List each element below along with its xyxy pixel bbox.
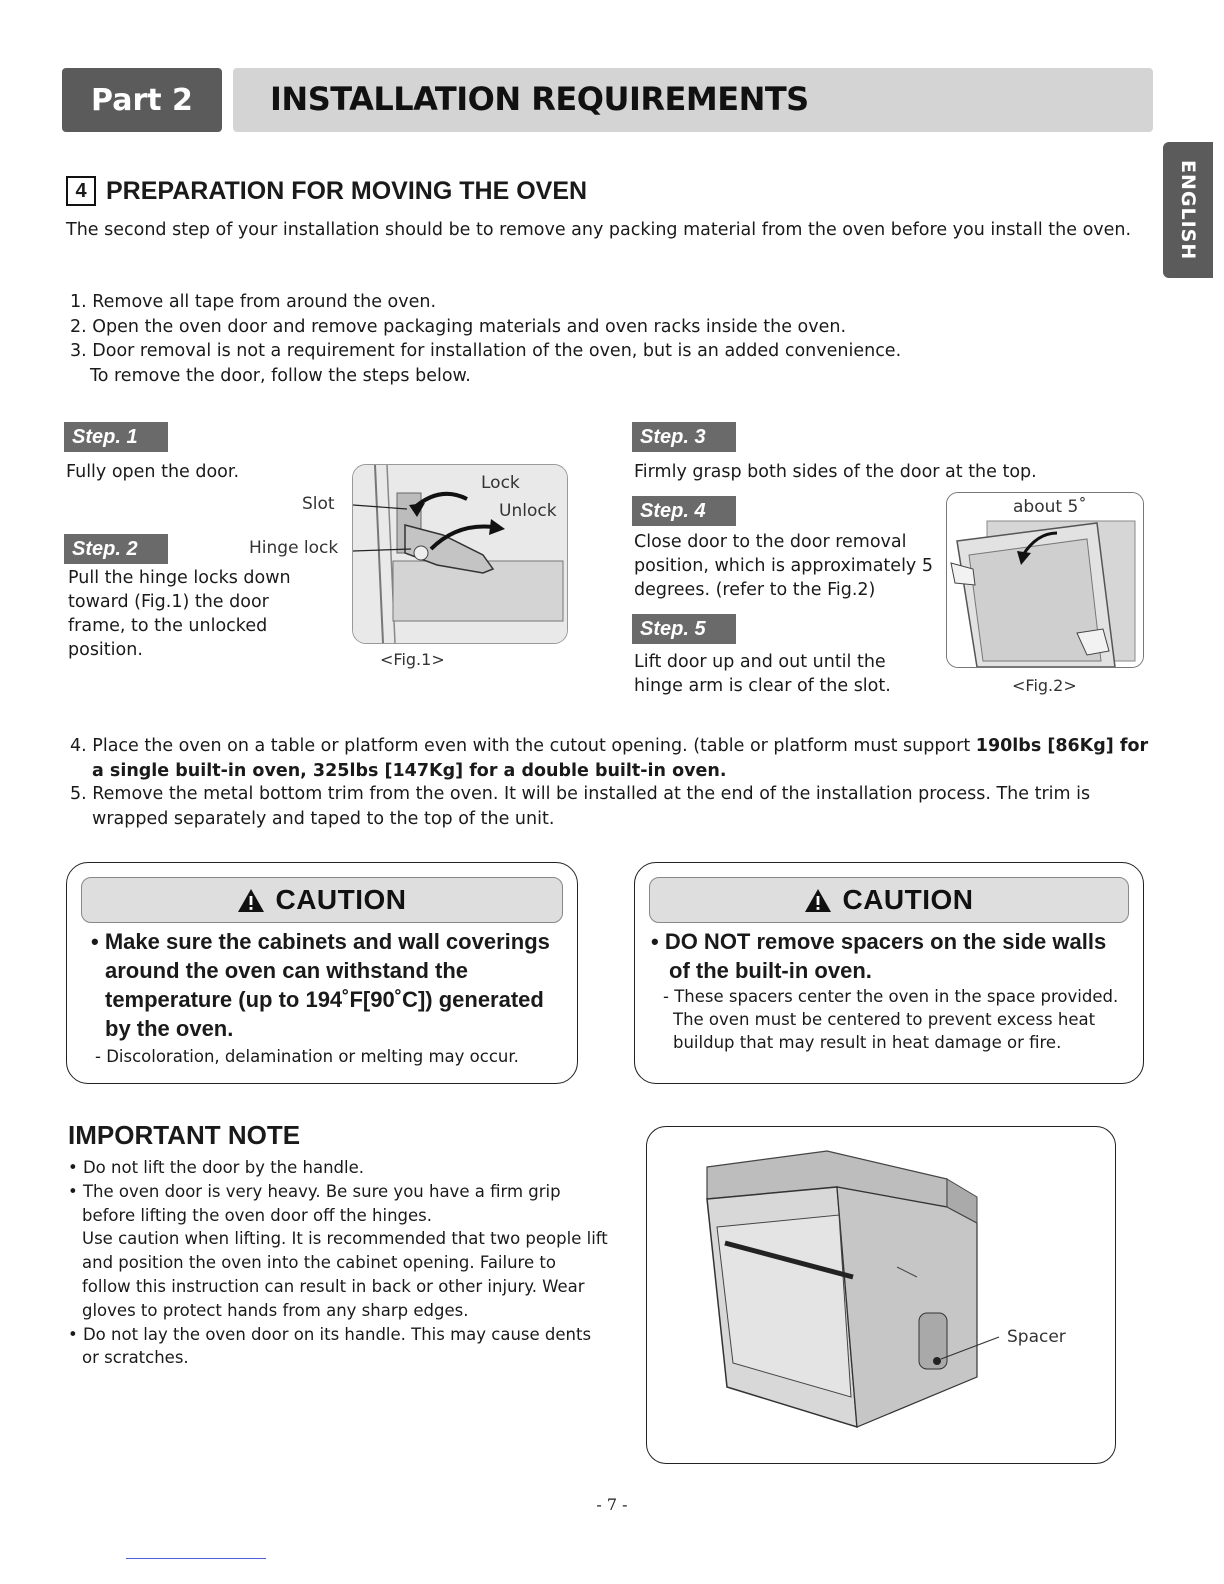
oven-spacer-illustration [646,1126,1116,1464]
caution-heading: • Make sure the cabinets and wall coverings around the oven can withstand the temperature (up to 194˚F[90˚C]) generated by the oven. [91,929,550,1041]
list-item: 1. Remove all tape from around the oven. [70,292,437,312]
warning-icon [237,887,265,913]
item-4 [70,734,1162,783]
item-4-bold: 190lbs [86Kg] for a single built-in oven, 325lbs [147Kg] for a double built-in oven. [92,736,1149,781]
step-1-badge: Step. 1 [64,422,168,452]
list-item: 3. Door removal is not a requirement for installation of the oven, but is an added convenience. [70,341,902,361]
section-title-text: PREPARATION FOR MOVING THE OVEN [106,176,588,205]
important-note-list [68,1156,608,1370]
fig2-caption: <Fig.2> [1012,676,1077,695]
caution-heading: • DO NOT remove spacers on the side walls of the built-in oven. [651,929,1107,983]
important-note-title: IMPORTANT NOTE [68,1120,301,1150]
spacer-label: Spacer [1007,1327,1066,1347]
list-item: • Do not lay the oven door on its handle. This may cause dents or scratches. [68,1324,592,1368]
list-item: To remove the door, follow the steps below. [90,365,471,386]
fig1-caption: <Fig.1> [380,650,445,669]
caution-title: CAUTION [275,884,407,915]
language-tab: ENGLISH [1163,142,1213,278]
fig1-hinge-illustration [352,464,568,644]
step-2-text: Pull the hinge locks down toward (Fig.1) the door frame, to the unlocked position. [68,568,291,660]
step-1-text: Fully open the door. [66,462,240,482]
door-drawing [947,493,1143,667]
fig2-door-illustration [946,492,1144,668]
list-item: • Do not lift the door by the handle. [68,1158,364,1177]
fig1-slot-label: Slot [302,494,335,514]
section-number: 4 [66,176,96,206]
item-4-num: 4. [70,736,87,756]
step-5-badge: Step. 5 [632,614,736,644]
footer-rule [126,1558,266,1559]
intro-paragraph: The second step of your installation should be to remove any packing material from the oven before you install the oven. [66,220,1132,240]
page-title: INSTALLATION REQUIREMENTS [270,80,809,118]
fig1-hinge-lock-label: Hinge lock [249,538,339,558]
fig1-lock-label: Lock [481,473,520,493]
caution-box-right [634,862,1144,1084]
caution-title: CAUTION [842,884,974,915]
step-3-text: Firmly grasp both sides of the door at the top. [634,462,1037,482]
caution-detail: - These spacers center the oven in the space provided. The oven must be centered to prevent excess heat buildup that may result in heat damage or fire. [663,987,1119,1052]
caution-header [649,877,1129,923]
section-title [66,176,587,206]
page-number: - 7 - [596,1495,628,1514]
caution-detail: - Discoloration, delamination or melting may occur. [95,1047,519,1066]
step-5-text: Lift door up and out until the hinge arm is clear of the slot. [634,652,891,696]
warning-icon [804,887,832,913]
hinge-drawing [353,465,567,643]
list-item: 2. Open the oven door and remove packaging materials and oven racks inside the oven. [70,316,847,337]
list-item: • The oven door is very heavy. Be sure you have a firm grip before lifting the oven door off the hinges. [68,1181,561,1225]
fig1-unlock-label: Unlock [499,501,557,521]
step-4-badge: Step. 4 [632,496,736,526]
item-4-text: Place the oven on a table or platform even with the cutout opening. (table or platform must support [92,736,976,756]
step-2-badge: Step. 2 [64,534,168,564]
caution-header [81,877,563,923]
item-5: 5. Remove the metal bottom trim from the oven. It will be installed at the end of the installation process. The trim is wrapped separately and taped to the top of the unit. [70,784,1091,829]
step-3-badge: Step. 3 [632,422,736,452]
fig2-angle-label: about 5˚ [1013,497,1087,517]
part-label: Part 2 [62,68,222,132]
preparation-list [70,290,1130,388]
step-4-text: Close door to the door removal position, which is approximately 5 degrees. (refer to the Fig.2) [634,532,933,600]
list-item: Use caution when lifting. It is recommended that two people lift and position the oven into the cabinet opening. Failure to follow this instruction can result in back or other injury. Wear gloves to protect hands from any sharp edges. [82,1229,608,1320]
oven-drawing [647,1127,1116,1464]
caution-box-left [66,862,578,1084]
